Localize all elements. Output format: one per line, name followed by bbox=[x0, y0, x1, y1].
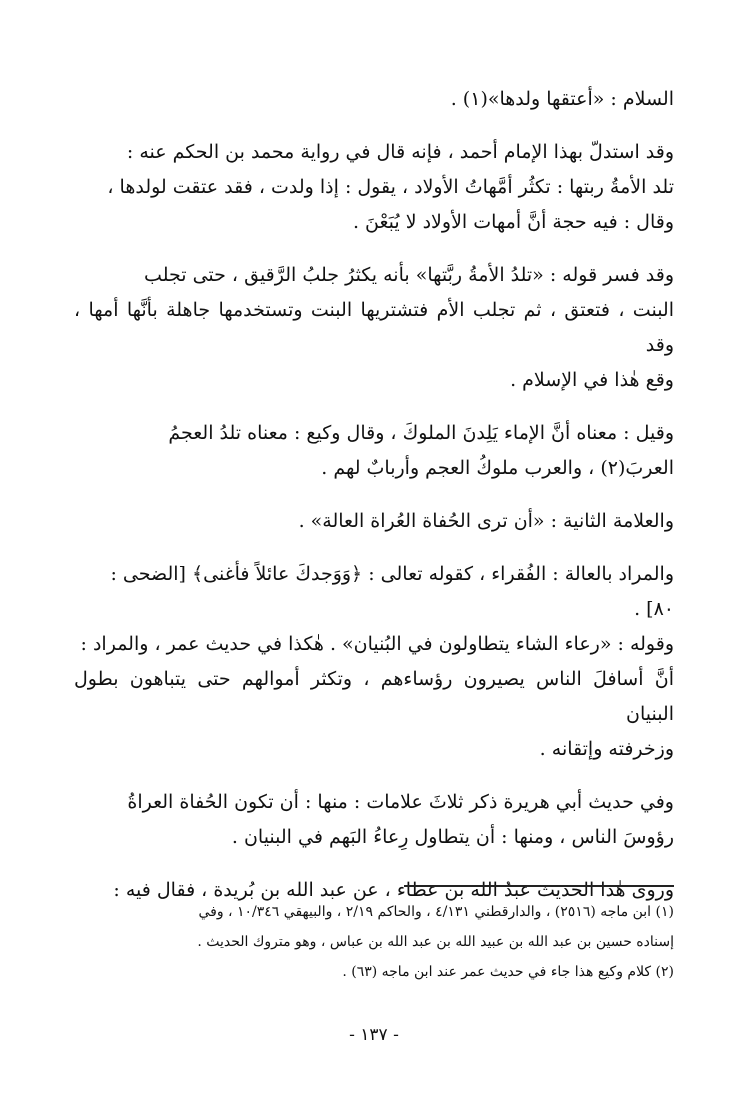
paragraph bbox=[74, 258, 674, 398]
paragraph bbox=[74, 416, 674, 486]
text-line: العربَ(٢) ، والعرب ملوكُ العجم وأربابٌ لهم . bbox=[321, 457, 674, 479]
footnote-line: (٢) كلام وكيع هذا جاء في حديث عمر عند ابن ماجه (٦٣) . bbox=[342, 964, 674, 980]
text-line: وقال : فيه حجة أنَّ أمهات الأولاد لا يُبَعْنَ . bbox=[352, 211, 674, 233]
paragraph bbox=[74, 82, 674, 117]
text-line: تلد الأمةُ ربتها : تكثُر أمَّهاتُ الأولاد ، يقول : إذا ولدت ، فقد عتقت لولدها ، bbox=[107, 176, 674, 198]
main-text bbox=[74, 82, 674, 926]
text-line: وقد استدلّ بهذا الإمام أحمد ، فإنه قال في رواية محمد بن الحكم عنه : bbox=[126, 141, 674, 163]
text-line: السلام : «أعتقها ولدها»(١) . bbox=[450, 88, 674, 110]
paragraph bbox=[74, 504, 674, 539]
text-line: والمراد بالعالة : الفُقراء ، كقوله تعالى : ﴿وَوَجدكَ عائلاً فأغنى﴾ [الضحى : bbox=[110, 563, 674, 585]
footnote bbox=[74, 957, 674, 987]
page-number: - ١٣٧ - bbox=[349, 1025, 399, 1045]
text-line: وقوله : «رعاء الشاء يتطاولون في البُنيان» . هٰكذا في حديث عمر ، والمراد : bbox=[80, 633, 674, 655]
text-line: وقع هٰذا في الإسلام . bbox=[510, 369, 674, 391]
text-line: وقد فسر قوله : «تلدُ الأمةُ ربَّتها» بأنه يكثرُ جلبُ الرَّقيق ، حتى تجلب bbox=[144, 264, 674, 286]
footnotes bbox=[74, 885, 674, 987]
text-line: وزخرفته وإتقانه . bbox=[539, 738, 674, 760]
paragraph bbox=[74, 557, 674, 767]
text-line: أنَّ أسافلَ الناس يصيرون رؤساءهم ، وتكثر أموالهم حتى يتباهون بطول البنيان bbox=[74, 668, 674, 725]
text-line: رؤوسَ الناس ، ومنها : أن يتطاول رِعاءُ البَهم في البنيان . bbox=[231, 826, 674, 848]
footnote-line: إسناده حسين بن عبد الله بن عبيد الله بن عبد الله بن عباس ، وهو متروك الحديث . bbox=[197, 934, 674, 950]
footnote bbox=[74, 897, 674, 957]
text-line: وفي حديث أبي هريرة ذكر ثلاثَ علامات : منها : أن تكون الحُفاة العراةُ bbox=[127, 791, 674, 813]
text-line: البنت ، فتعتق ، ثم تجلب الأم فتشتريها البنت وتستخدمها جاهلة بأنَّها أمها ، وقد bbox=[74, 299, 674, 356]
footnote-line: (١) ابن ماجه (٢٥١٦) ، والدارقطني ٤/١٣١ ، والحاكم ٢/١٩ ، والبيهقي ١٠/٣٤٦ ، وفي bbox=[198, 904, 674, 920]
text-line: والعلامة الثانية : «أن ترى الحُفاة العُراة العالة» . bbox=[298, 510, 674, 532]
text-line: وقيل : معناه أنَّ الإماء يَلِدنَ الملوكَ ، وقال وكيع : معناه تلدُ العجمُ bbox=[168, 422, 674, 444]
text-line: وروى هٰذا الحديث عبدُ الله بن عطاء ، عن عبد الله بن بُريدة ، فقال فيه : bbox=[113, 879, 674, 901]
footnote-divider bbox=[404, 885, 674, 887]
paragraph bbox=[74, 785, 674, 855]
text-line: ٨٠] . bbox=[634, 598, 674, 620]
paragraph bbox=[74, 135, 674, 240]
